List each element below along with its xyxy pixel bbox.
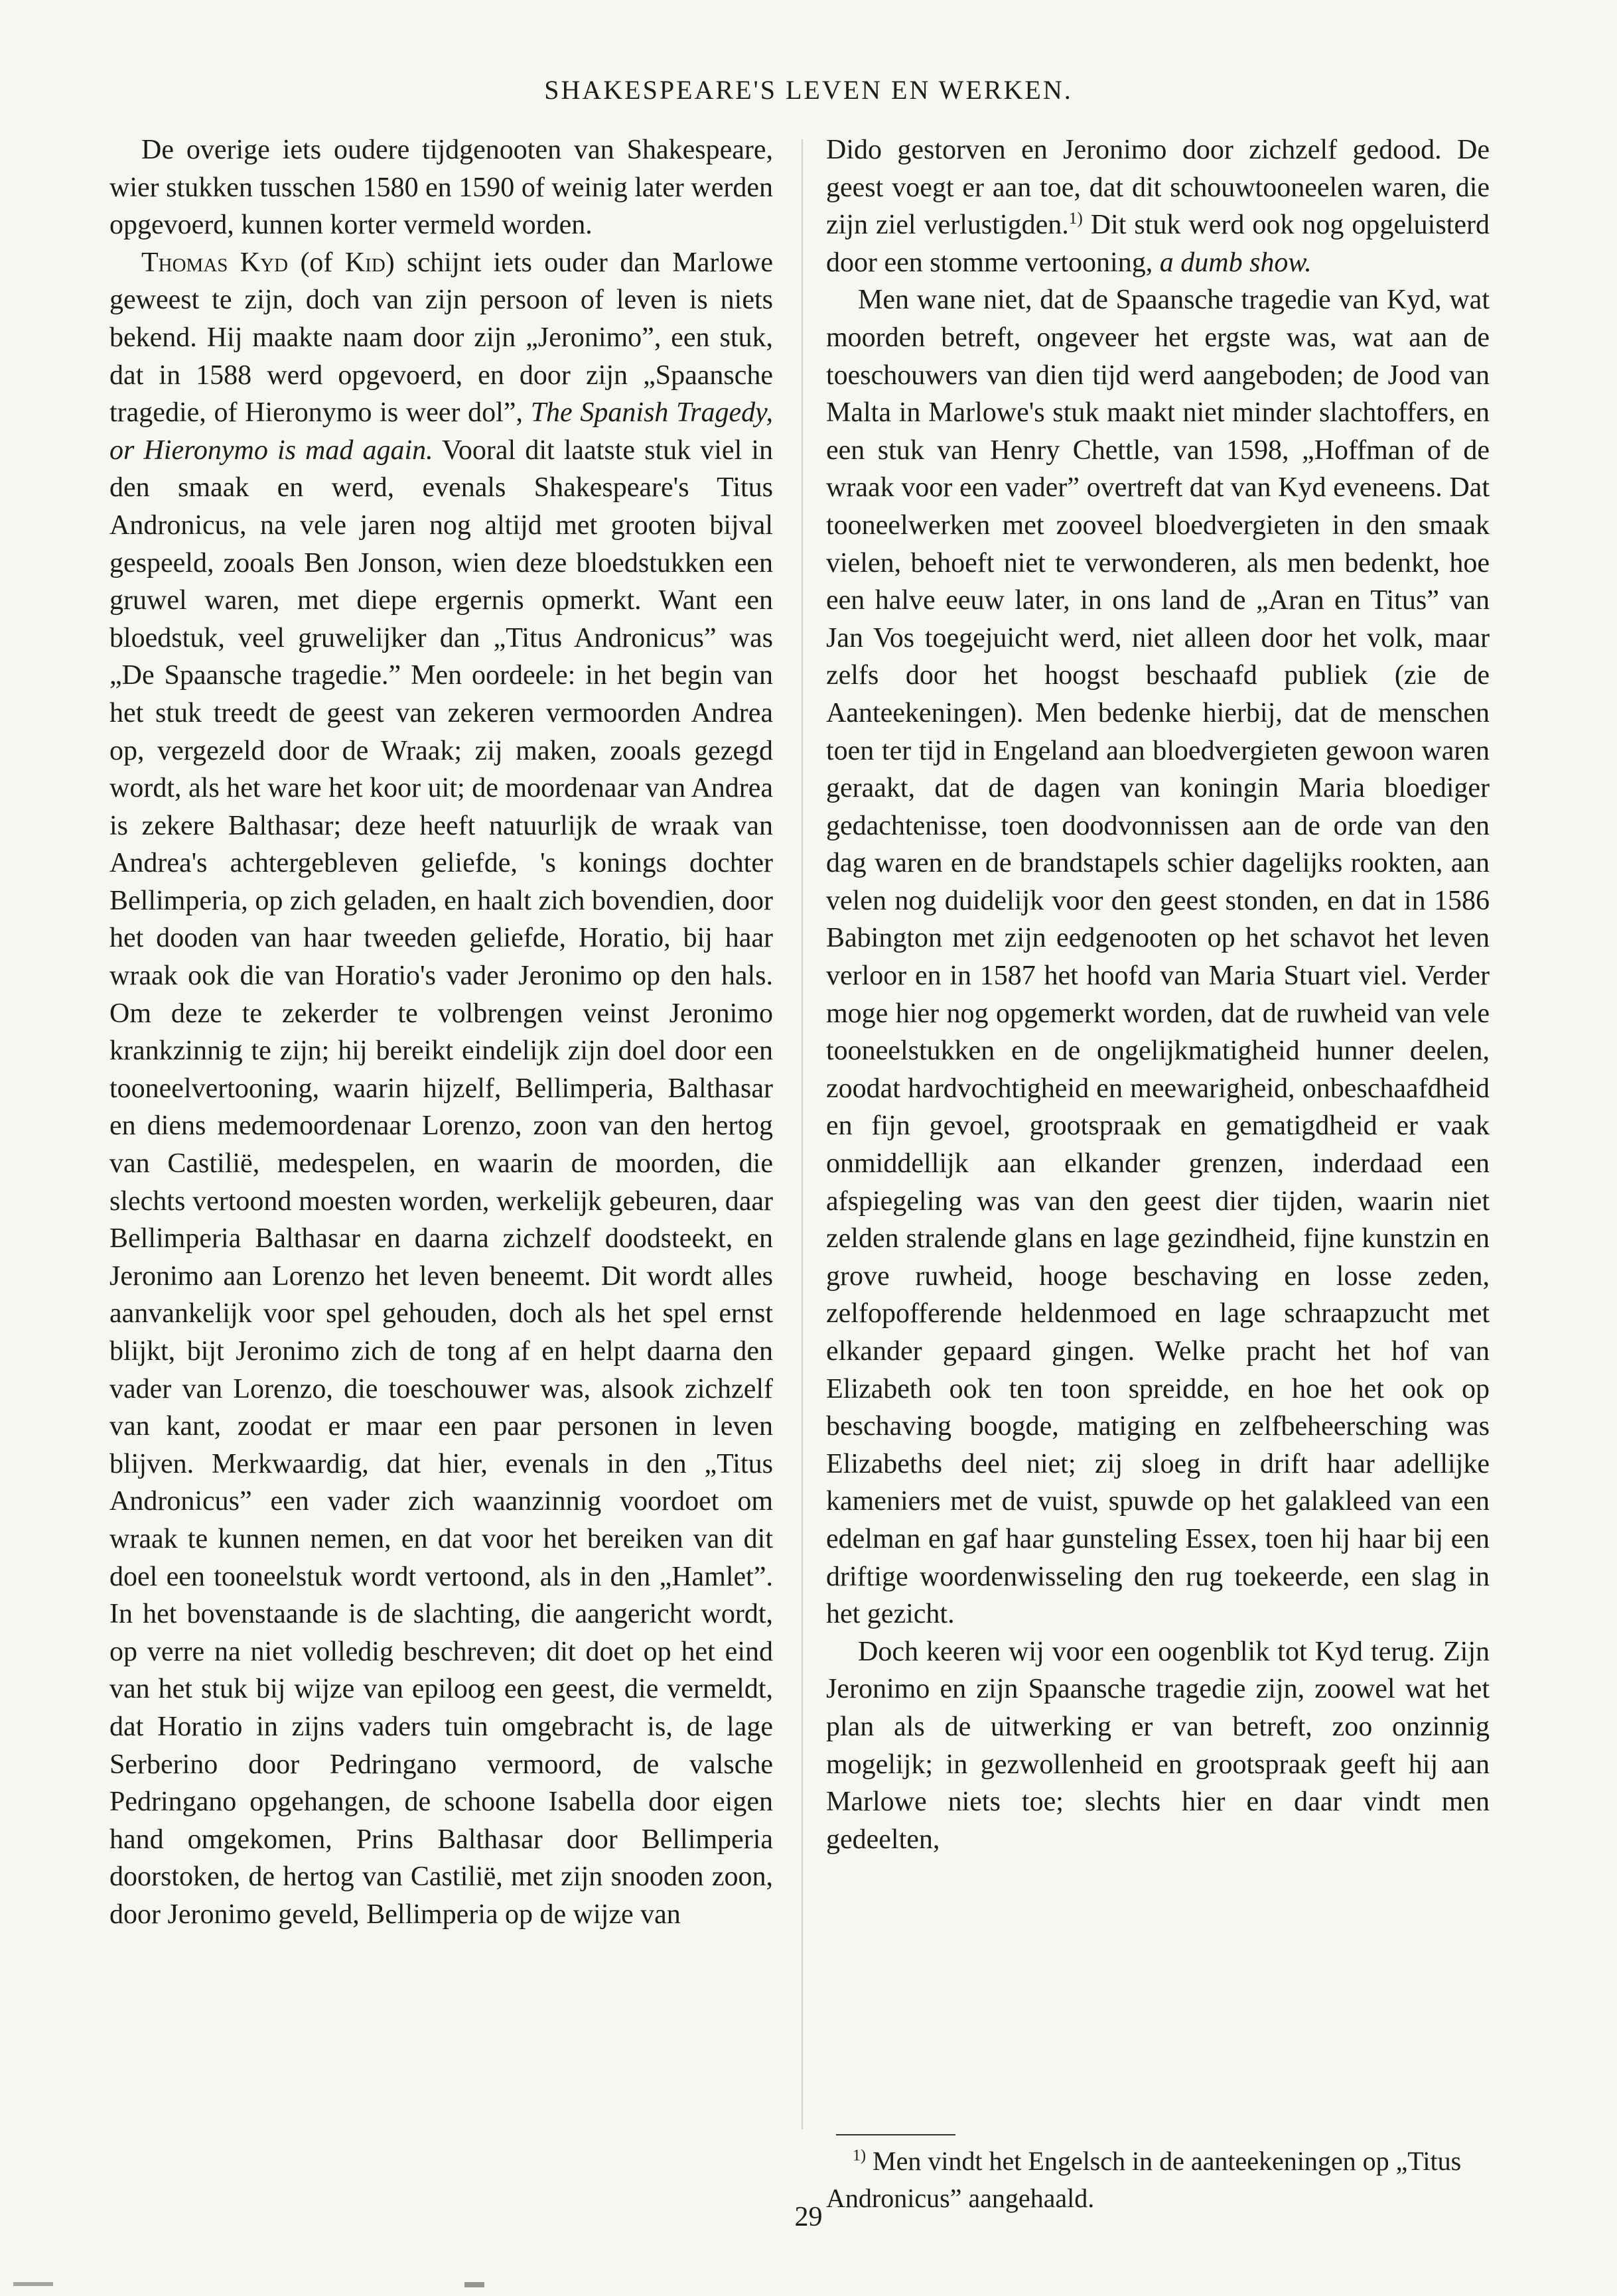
text-run: Dido gestorven en Jeronimo door zichzelf gedood. De geest voegt er aan toe, dat dit schouwtooneelen waren, die zijn ziel verlustigden.	[826, 135, 1490, 241]
paragraph: Men wane niet, dat de Spaansche tragedie van Kyd, wat moorden betreft, ongeveer het ergste was, wat aan de toeschouwers van dien tijd werd aangeboden; de Jood van Malta in Marlowe's stuk maakt niet minder slachtoffers, en een stuk van Henry Chettle, van 1598, „Hoffman of de wraak voor een vader” overtreft dat van Kyd eveneens. Dat tooneelwerken met zooveel bloedvergieten in den smaak vielen, behoeft niet te verwonderen, als men bedenkt, hoe een halve eeuw later, in ons land de „Aran en Titus” van Jan Vos toegejuicht werd, niet alleen door het volk, maar zelfs door het hoogst beschaafd publiek (zie de Aanteekeningen). Men bedenke hierbij, dat de menschen toen ter tijd in Engeland aan bloedvergieten gewoon waren geraakt, dat de dagen van koningin Maria bloediger gedachtenisse, toen doodvonnissen aan de orde van den dag waren en de brandstapels schier dagelijks rookten, aan velen nog duidelijk voor den geest stonden, en dat in 1586 Babington met zijn eedgenooten op het schavot het leven verloor en in 1587 het hoofd van Maria Stuart viel. Verder moge hier nog opgemerkt worden, dat de ruwheid van vele tooneelstukken en de ongelijkmatigheid hunner deelen, zoodat hardvochtigheid en meewarigheid, onbeschaafdheid en fijn gevoel, grootspraak en gematigdheid er vaak onmiddellijk aan elkander grenzen, inderdaad een afspiegeling was van den geest dier tijden, waarin niet zelden stralende glans en lage gezindheid, fijne kunstzin en grove ruwheid, hooge beschaving en losse zeden, zelfopofferende heldenmoed en lage schraapzucht met elkander gepaard gingen. Welke pracht het hof van Elizabeth ook ten toon spreidde, en hoe het ook op beschaving boogde, matiging en zelfbeheersching was Elizabeths deel niet; zij sloeg in drift haar adellijke kameniers met de vuist, spuwde op het galakleed van een edelman en gaf haar gunsteling Essex, toen hij haar bij een driftige woordenwisseling den rug toekeerde, een slag in het gezicht.	[826, 285, 1490, 1630]
footnote-mark: 1)	[853, 2147, 866, 2165]
italic-phrase: a dumb show.	[1159, 247, 1312, 278]
play-title: The Spanish Tragedy, or Hieronymo is mad again.	[109, 397, 773, 466]
running-head: SHAKESPEARE'S LEVEN EN WERKEN.	[544, 75, 1073, 105]
text-run: Dit stuk werd ook nog opgeluisterd door een stomme vertooning,	[826, 210, 1490, 278]
paragraph: De overige iets oudere tijdgenooten van Shakespeare, wier stukken tusschen 1580 en 1590 of weinig later werden opgevoerd, kunnen korter vermeld worden.	[109, 135, 773, 241]
author-name: Thomas Kyd	[141, 247, 289, 278]
text-run: ) schijnt iets ouder dan Marlowe geweest te zijn, doch van zijn persoon of leven is niets bekend. Hij maakte naam door zijn „Jeronimo”, een stuk, dat in 1588 werd opgevoerd, en door zijn „Spaansche tragedie, of Hieronymo is weer dol”,	[109, 247, 773, 429]
scan-mark	[464, 2282, 484, 2287]
paragraph: Doch keeren wij voor een oogenblik tot Kyd terug. Zijn Jeronimo en zijn Spaansche tragedie zijn, zoowel wat het plan als de uitwerking er van betreft, zoo onzinnig mogelijk; in gezwollenheid en grootspraak geeft hij aan Marlowe niets toe; slechts hier en daar vindt men gedeelten,	[826, 1636, 1490, 1855]
scan-mark	[13, 2282, 53, 2286]
paragraph	[826, 131, 1490, 281]
left-column	[109, 131, 773, 1934]
footnote-rule	[836, 2134, 955, 2135]
page-number: 29	[794, 2202, 823, 2232]
text-run: Vooral dit laatste stuk viel in den smaak en werd, evenals Shakespeare's Titus Andronicus, na vele jaren nog altijd met grooten bijval gespeeld, zooals Ben Jonson, wien deze bloedstukken een gruwel waren, met diepe ergernis opmerkt. Want een bloedstuk, veel gruwelijker dan „Titus Andronicus” was „De Spaansche tragedie.” Men oordeele: in het begin van het stuk treedt de geest van zekeren vermoorden Andrea op, vergezeld door de Wraak; zij maken, zooals gezegd wordt, als het ware het koor uit; de moordenaar van Andrea is zekere Balthasar; deze heeft natuurlijk de wraak van Andrea's achtergebleven geliefde, 's konings dochter Bellimperia, op zich geladen, en haalt zich bovendien, door het dooden van haar tweeden geliefde, Horatio, bij haar wraak ook die van Horatio's vader Jeronimo op den hals. Om deze te zekerder te volbrengen veinst Jeronimo krankzinnig te zijn; hij bereikt eindelijk zijn doel door een tooneelvertooning, waarin hijzelf, Bellimperia, Balthasar en diens medemoordenaar Lorenzo, zoon van den hertog van Castilië, medespelen, en waarin de moorden, die slechts vertoond moesten worden, werkelijk gebeuren, daar Bellimperia Balthasar en daarna zichzelf doodsteekt, en Jeronimo aan Lorenzo het leven beneemt. Dit wordt alles aanvankelijk voor spel gehouden, doch als het spel ernst blijkt, bijt Jeronimo zich de tong af en helpt daarna den vader van Lorenzo, die toeschouwer was, alsook zichzelf van kant, zoodat er maar een paar personen in leven blijven. Merkwaardig, dat hier, evenals in den „Titus Andronicus” een vader zich waanzinnig voordoet om wraak te kunnen nemen, en dat voor het bereiken van dit doel een tooneelstuk wordt vertoond, als in den „Hamlet”. In het bovenstaande is de slachting, die aangericht wordt, op verre na niet volledig beschreven; dit doet op het eind van het stuk bij wijze van epiloog een geest, die vermeldt, dat Horatio in zijns vaders tuin omgebracht is, de lage Serberino door Pedringano vermoord, de valsche Pedringano opgehangen, de schoone Isabella door eigen hand omgekomen, Prins Balthasar door Bellimperia doorstoken, de hertog van Castilië, met zijn snooden zoon, door Jeronimo geveld, Bellimperia op de wijze van	[109, 435, 774, 1930]
column-divider	[802, 139, 803, 2129]
footnote-text: Men vindt het Engelsch in de aanteekeningen op „Titus Andronicus” aangehaald.	[826, 2146, 1462, 2213]
footnote-reference[interactable]: 1)	[1068, 210, 1083, 228]
text-run: (of	[288, 247, 345, 278]
right-column	[826, 131, 1490, 1858]
author-alias: Kid	[344, 247, 386, 278]
paragraph	[109, 244, 773, 1934]
